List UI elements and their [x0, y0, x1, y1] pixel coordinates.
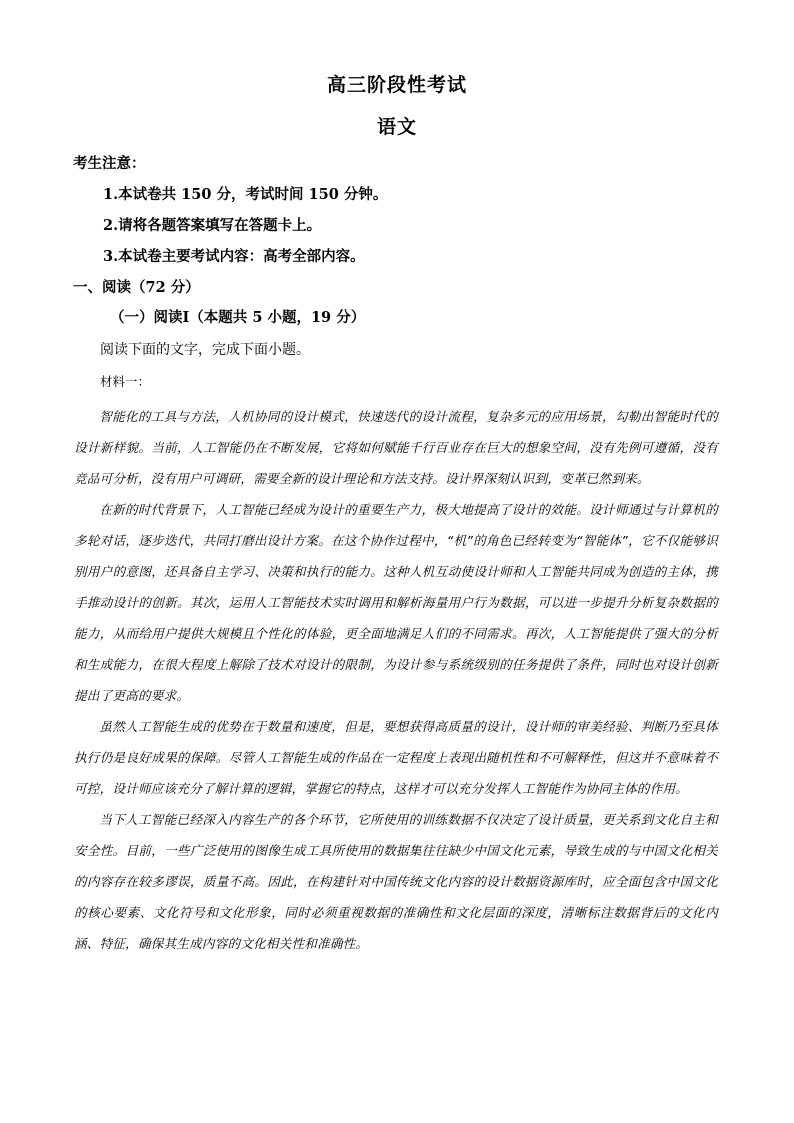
subject-title: 语文 [376, 116, 417, 138]
exam-title: 高三阶段性考试 [326, 74, 467, 96]
article-body [74, 401, 718, 959]
notice-item-3: 3.本试卷主要考试内容：高考全部内容。 [103, 248, 365, 265]
notice-heading: 考生注意： [73, 155, 146, 172]
article-paragraph-1: 智能化的工具与方法，人机协同的设计模式，快速迭代的设计流程，复杂多元的应用场景，勾勒出智能时代的设计新样貌。当前，人工智能仍在不断发展，它将如何赋能千行百业存在巨大的想象空间，没有先例可遵循，没有竞品可分析，没有用户可调研，需要全新的设计理论和方法支持。设计界深刻认识到，变革已然到来。 [74, 409, 718, 486]
section-subtitle: （一）阅读Ⅰ（本题共 5 小题，19 分） [110, 309, 366, 326]
notice-item-2: 2.请将各题答案填写在答题卡上。 [103, 217, 322, 234]
material-label: 材料一： [100, 374, 151, 389]
article-paragraph-4: 当下人工智能已经深入内容生产的各个环节，它所使用的训练数据不仅决定了设计质量，更关系到文化自主和安全性。目前，一些广泛使用的图像生成工具所使用的数据集往往缺少中国文化元素，导致生成的与中国文化相关的内容存在较多谬误，质量不高。因此，在构建针对中国传统文化内容的设计数据资源库时，应全面包含中国文化的核心要素、文化符号和文化形象，同时必须重视数据的准确性和文化层面的深度，清晰标注数据背后的文化内涵、特征，确保其生成内容的文化相关性和准确性。 [74, 812, 718, 951]
article-paragraph-2: 在新的时代背景下，人工智能已经成为设计的重要生产力，极大地提高了设计的效能。设计师通过与计算机的多轮对话，逐步迭代，共同打磨出设计方案。在这个协作过程中，“机”的角色已经转变为“智能体”，它不仅能够识别用户的意图，还具备自主学习、决策和执行的能力。这种人机互动使设计师和人工智能共同成为创造的主体，携手推动设计的创新。其次，运用人工智能技术实时调用和解析海量用户行为数据，可以进一步提升分析复杂数据的能力，从而给用户提供大规模且个性化的体验，更全面地满足人们的不同需求。再次，人工智能提供了强大的分析和生成能力，在很大程度上解除了技术对设计的限制，为设计参与系统级别的任务提供了条件，同时也对设计创新提出了更高的要求。 [74, 502, 718, 703]
section-title: 一、阅读（72 分） [73, 279, 200, 296]
reading-instruction: 阅读下面的文字，完成下面小题。 [100, 342, 310, 358]
article-paragraph-3: 虽然人工智能生成的优势在于数量和速度，但是，要想获得高质量的设计，设计师的审美经验、判断乃至具体执行仍是良好成果的保障。尽管人工智能生成的作品在一定程度上表现出随机性和不可解释性，但这并不意味着不可控，设计师应该充分了解计算的逻辑，掌握它的特点，这样才可以充分发挥人工智能作为协同主体的作用。 [74, 719, 718, 796]
notice-item-1: 1.本试卷共 150 分，考试时间 150 分钟。 [103, 186, 388, 203]
